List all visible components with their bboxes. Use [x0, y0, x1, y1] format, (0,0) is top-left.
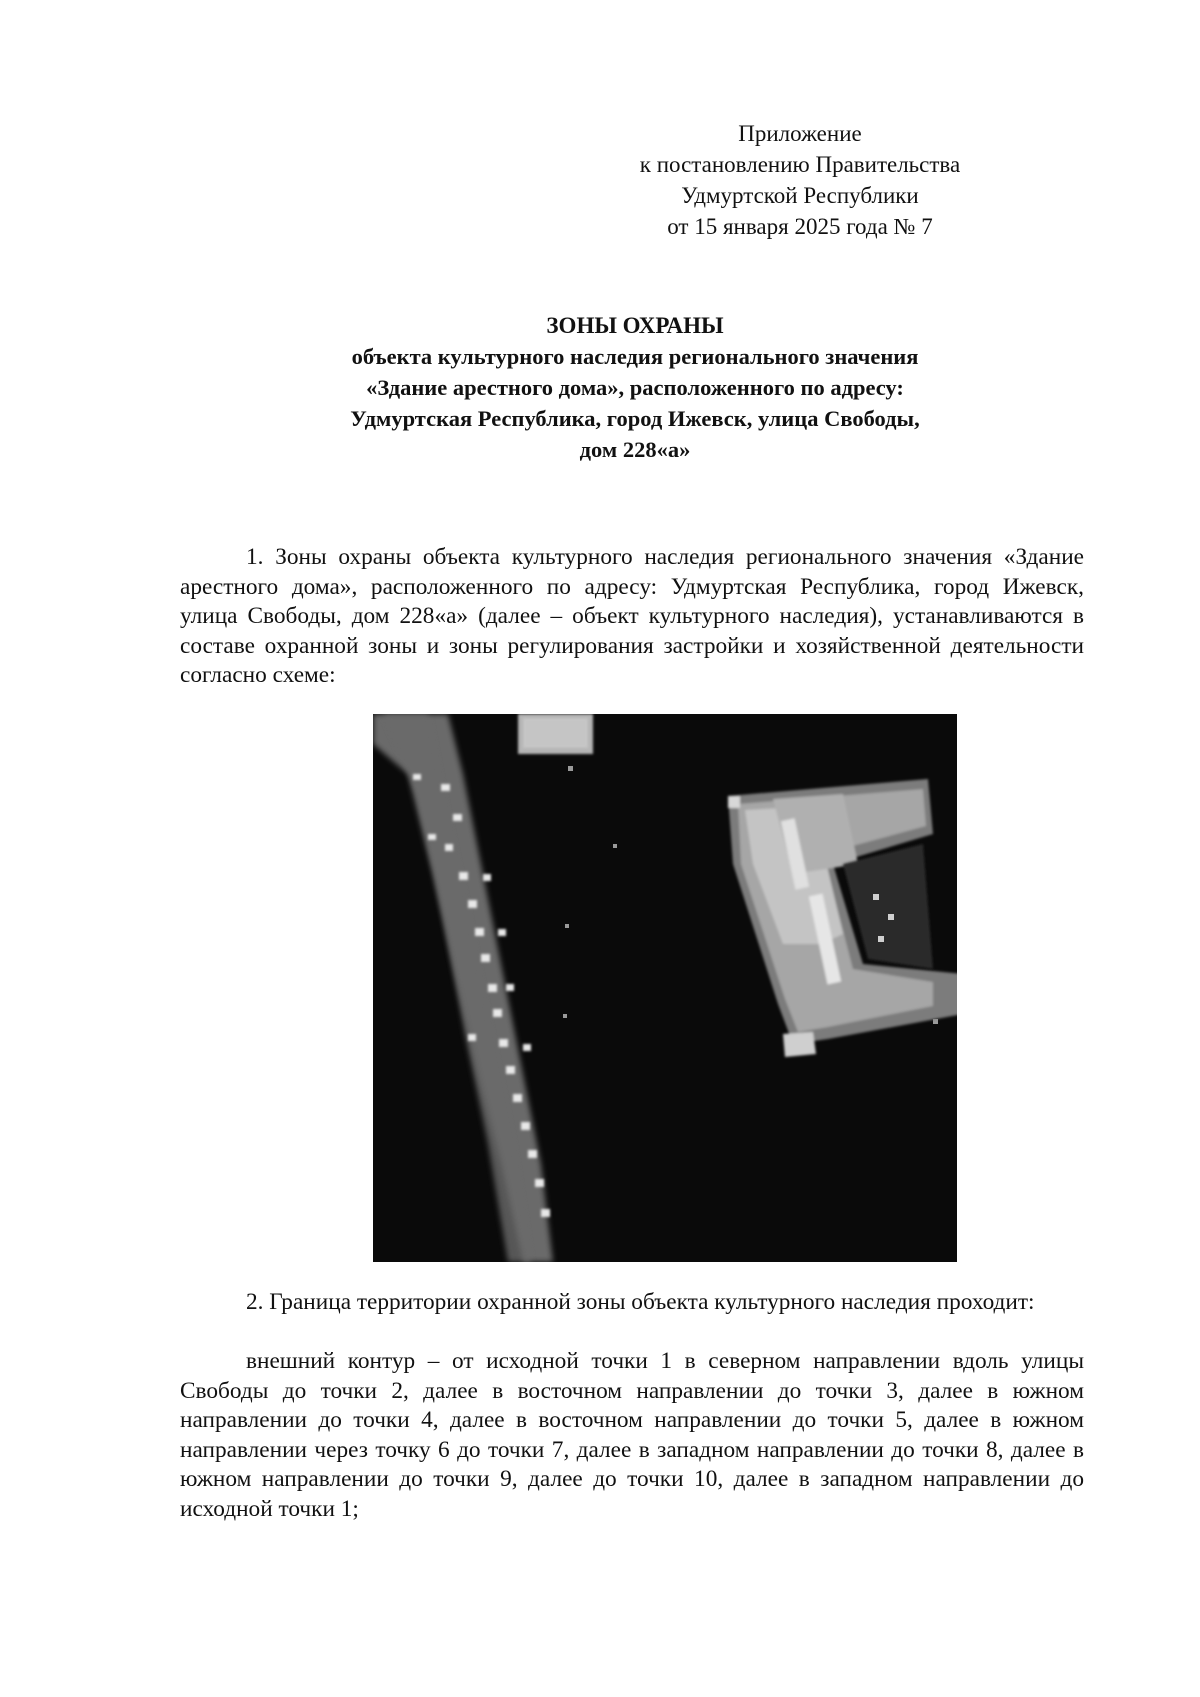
title-line-2: «Здание арестного дома», расположенного по адресу: [366, 375, 904, 400]
appendix-label: Приложение [738, 121, 862, 146]
appendix-resolution-ref: к постановлению Правительства [639, 152, 961, 177]
title-line-1: объекта культурного наследия регионального значения [351, 344, 919, 369]
paragraph-2 [180, 1288, 1084, 1318]
paragraph-3-text: внешний контур – от исходной точки 1 в северном направлении вдоль улицы Свободы до точки 2, далее в восточном направлении до точки 3, далее в южном направлении до точки 4, далее в восточном направлении до точки 5, далее в южном направлении через точку 6 до точки 7, далее в западном направлении до точки 8, далее в южном направлении до точки 9, далее до точки 10, далее в западном направлении до исходной точки 1; [180, 1348, 1084, 1522]
zone-scheme-image [373, 714, 957, 1262]
paragraph-1 [180, 543, 1084, 691]
paragraph-3 [180, 1347, 1084, 1525]
paragraph-2-text: 2. Граница территории охранной зоны объекта культурного наследия проходит: [246, 1289, 1035, 1315]
appendix-republic: Удмуртской Республики [681, 183, 919, 208]
document-title [180, 310, 1090, 465]
paragraph-1-text: 1. Зоны охраны объекта культурного наследия регионального значения «Здание арестного дома», расположенного по адресу: Удмуртская Республика, город Ижевск, улица Свободы, дом 228«а» (далее – объект культурного наследия), устанавливаются в составе охранной зоны и зоны регулирования застройки и хозяйственной деятельности согласно схеме: [180, 544, 1084, 689]
title-line-3: Удмуртская Республика, город Ижевск, улица Свободы, [350, 406, 920, 431]
title-line-4: дом 228«а» [579, 437, 691, 462]
title-main: ЗОНЫ ОХРАНЫ [546, 313, 724, 338]
appendix-header [610, 118, 990, 242]
appendix-date-number: от 15 января 2025 года № 7 [667, 214, 933, 239]
